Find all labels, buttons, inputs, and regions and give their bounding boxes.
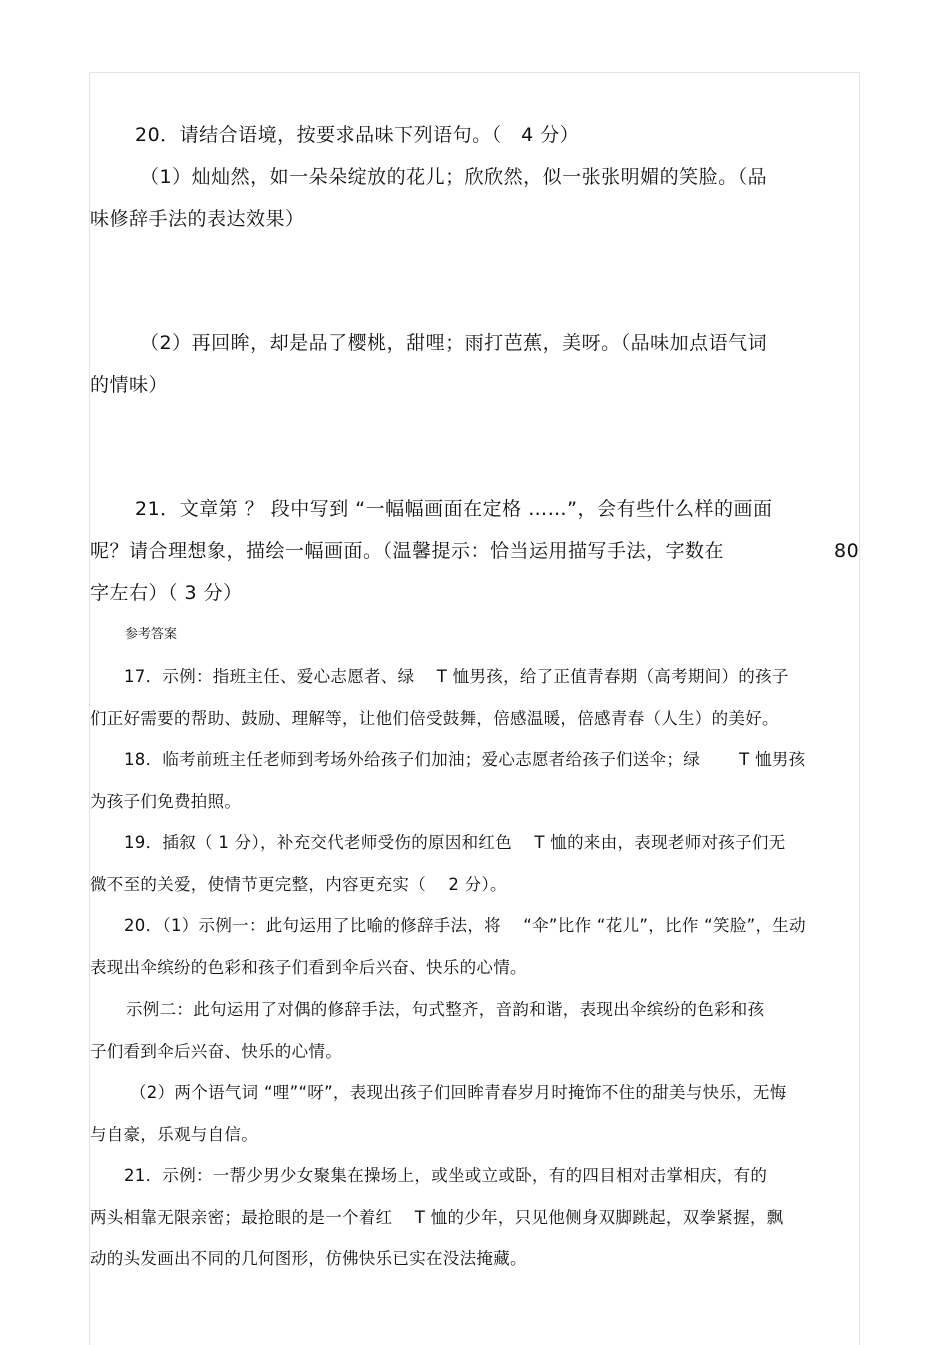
q20-part2-line1: （2）再回眸，却是品了樱桃，甜哩；雨打芭蕉，美呀。（品味加点语气词 [140, 332, 768, 354]
q21-line2: 呢？请合理想象，描绘一幅画面。（温馨提示：恰当运用描写手法，字数在 [90, 540, 725, 562]
answer-20-line6: 与自豪，乐观与自信。 [90, 1125, 258, 1144]
answer-19-line1: 19．插叙（ 1 分），补充交代老师受伤的原因和红色 T 恤的来由，表现老师对孩子们无 [124, 833, 786, 852]
q20-title: 20．请结合语境，按要求品味下列语句。（ 4 分） [135, 124, 580, 146]
q21-line2-number: 80 [834, 540, 860, 562]
q20-part1-line1: （1）灿灿然，如一朵朵绽放的花儿；欣欣然，似一张张明媚的笑脸。（品 [140, 166, 768, 188]
answer-17-line2: 们正好需要的帮助、鼓励、理解等，让他们倍受鼓舞，倍感温暖，倍感青春（人生）的美好。 [90, 709, 779, 728]
answer-21-line2: 两头相靠无限亲密；最抢眼的是一个着红 T 恤的少年，只见他侧身双脚跳起，双拳紧握，飘 [90, 1208, 784, 1227]
answer-20-line2: 表现出伞缤纷的色彩和孩子们看到伞后兴奋、快乐的心情。 [90, 958, 527, 977]
answer-20-line3: 示例二：此句运用了对偶的修辞手法，句式整齐，音韵和谐，表现出伞缤纷的色彩和孩 [126, 1000, 765, 1019]
q21-line1: 21．文章第 ？ 段中写到 “一幅幅画面在定格 ……”，会有些什么样的画面 [135, 498, 773, 520]
answer-17-line1: 17．示例：指班主任、爱心志愿者、绿 T 恤男孩，给了正值青春期（高考期间）的孩子 [124, 667, 789, 686]
answer-20-line1: 20．（1）示例一：此句运用了比喻的修辞手法，将 “伞”比作 “花儿”，比作 “笑脸”，生动 [124, 916, 806, 935]
answer-19-line2: 微不至的关爱，使情节更完整，内容更充实（ 2 分）。 [90, 875, 507, 894]
q20-part1-line2: 味修辞手法的表达效果） [90, 208, 305, 230]
answer-20-line5: （2）两个语气词 “哩”“呀”，表现出孩子们回眸青春岁月时掩饰不住的甜美与快乐，无悔 [130, 1083, 787, 1102]
q20-part2-line2: 的情味） [90, 374, 169, 396]
answer-18-line1: 18．临考前班主任老师到考场外给孩子们加油；爱心志愿者给孩子们送伞；绿 T 恤男孩 [124, 750, 806, 769]
answer-18-line2: 为孩子们免费拍照。 [90, 792, 242, 811]
answers-label: 参考答案 [125, 627, 178, 642]
answer-21-line3: 动的头发画出不同的几何图形，仿佛快乐已实在没法掩藏。 [90, 1249, 527, 1268]
answer-20-line4: 子们看到伞后兴奋、快乐的心情。 [90, 1042, 342, 1061]
q21-line3: 字左右）（ 3 分） [90, 582, 243, 604]
answer-21-line1: 21．示例：一帮少男少女聚集在操场上，或坐或立或卧，有的四目相对击掌相庆，有的 [124, 1166, 768, 1185]
